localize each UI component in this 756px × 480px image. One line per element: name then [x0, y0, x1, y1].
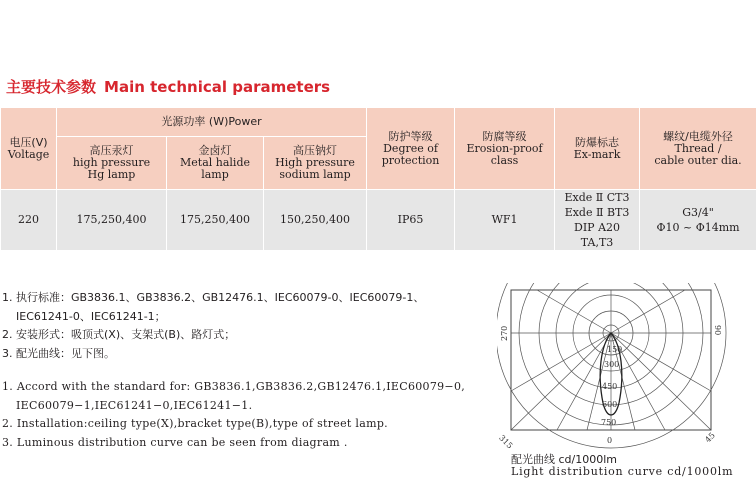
protection-value: IP65 — [367, 190, 455, 251]
light-distribution-diagram — [497, 283, 747, 453]
note-cn-1b: IEC61241-0、IEC61241-1； — [16, 309, 166, 323]
erosion-value: WF1 — [455, 190, 555, 251]
note-cn-3: 3. 配光曲线：见下图。 — [2, 346, 115, 360]
sodium-value: 150,250,400 — [264, 190, 367, 251]
radial-label-450: 450 — [602, 382, 618, 391]
exmark-value: Exde Ⅱ CT3 Exde Ⅱ BT3 DIP A20 TA,T3 — [555, 190, 640, 251]
angle-label-270: 270 — [500, 325, 509, 341]
note-cn-2: 2. 安装形式：吸顶式(X)、支架式(B)、路灯式； — [2, 328, 236, 341]
erosion-header: 防腐等级 Erosion-proof class — [455, 108, 555, 190]
table-header-row — [1, 108, 756, 137]
voltage-header: 电压(V) Voltage — [1, 108, 57, 190]
note-cn-1: 1. 执行标准：GB3836.1、GB3836.2、GB12476.1、IEC60079-0、IEC60079-1、 — [2, 291, 425, 304]
angle-label-45: 45 — [703, 430, 717, 445]
radial-label-300: 300 — [604, 360, 620, 369]
angle-label-315: 315 — [497, 433, 515, 451]
metal-halide-value: 175,250,400 — [167, 190, 264, 251]
thread-value: G3/4" Φ10 ~ Φ14mm — [640, 190, 756, 251]
section-title-en: Main technical parameters — [104, 78, 331, 96]
notes-cn — [2, 289, 424, 363]
note-en-1b: IEC60079−1,IEC61241−0,IEC61241−1. — [16, 398, 253, 412]
hg-value: 175,250,400 — [57, 190, 167, 251]
radial-label-750: 750 — [601, 418, 617, 427]
note-en-3: 3. Luminous distribution curve can be seen from diagram . — [2, 435, 348, 449]
diagram-caption-cn: 配光曲线 cd/1000lm — [511, 453, 617, 466]
notes-en — [2, 378, 465, 452]
angle-label-0: 0 — [607, 436, 613, 445]
power-group-header: 光源功率 (W)Power — [57, 108, 367, 137]
radial-label-600: 600 — [602, 400, 618, 409]
note-en-2: 2. Installation:ceiling type(X),bracket type(B),type of street lamp. — [2, 417, 388, 430]
metal-halide-header: 金卤灯 Metal halide lamp — [167, 137, 264, 190]
exmark-header: 防爆标志 Ex-mark — [555, 108, 640, 190]
thread-header: 螺纹/电缆外径 Thread / cable outer dia. — [640, 108, 756, 190]
protection-header: 防护等级 Degree of protection — [367, 108, 455, 190]
radial-label-150: 150 — [607, 345, 623, 354]
sodium-header: 高压钠灯 High pressure sodium lamp — [264, 137, 367, 190]
hg-header: 高压汞灯 high pressure Hg lamp — [57, 137, 167, 190]
section-title — [6, 76, 330, 97]
table-row — [1, 190, 756, 251]
diagram-caption-en: Light distribution curve cd/1000lm — [511, 465, 734, 478]
angle-label-90: 90 — [713, 325, 722, 336]
note-en-1: 1. Accord with the standard for: GB3836.1,GB3836.2,GB12476.1,IEC60079−0, — [2, 380, 466, 393]
voltage-value: 220 — [1, 190, 57, 251]
section-title-cn: 主要技术参数 — [6, 78, 97, 96]
spec-table — [0, 107, 756, 251]
